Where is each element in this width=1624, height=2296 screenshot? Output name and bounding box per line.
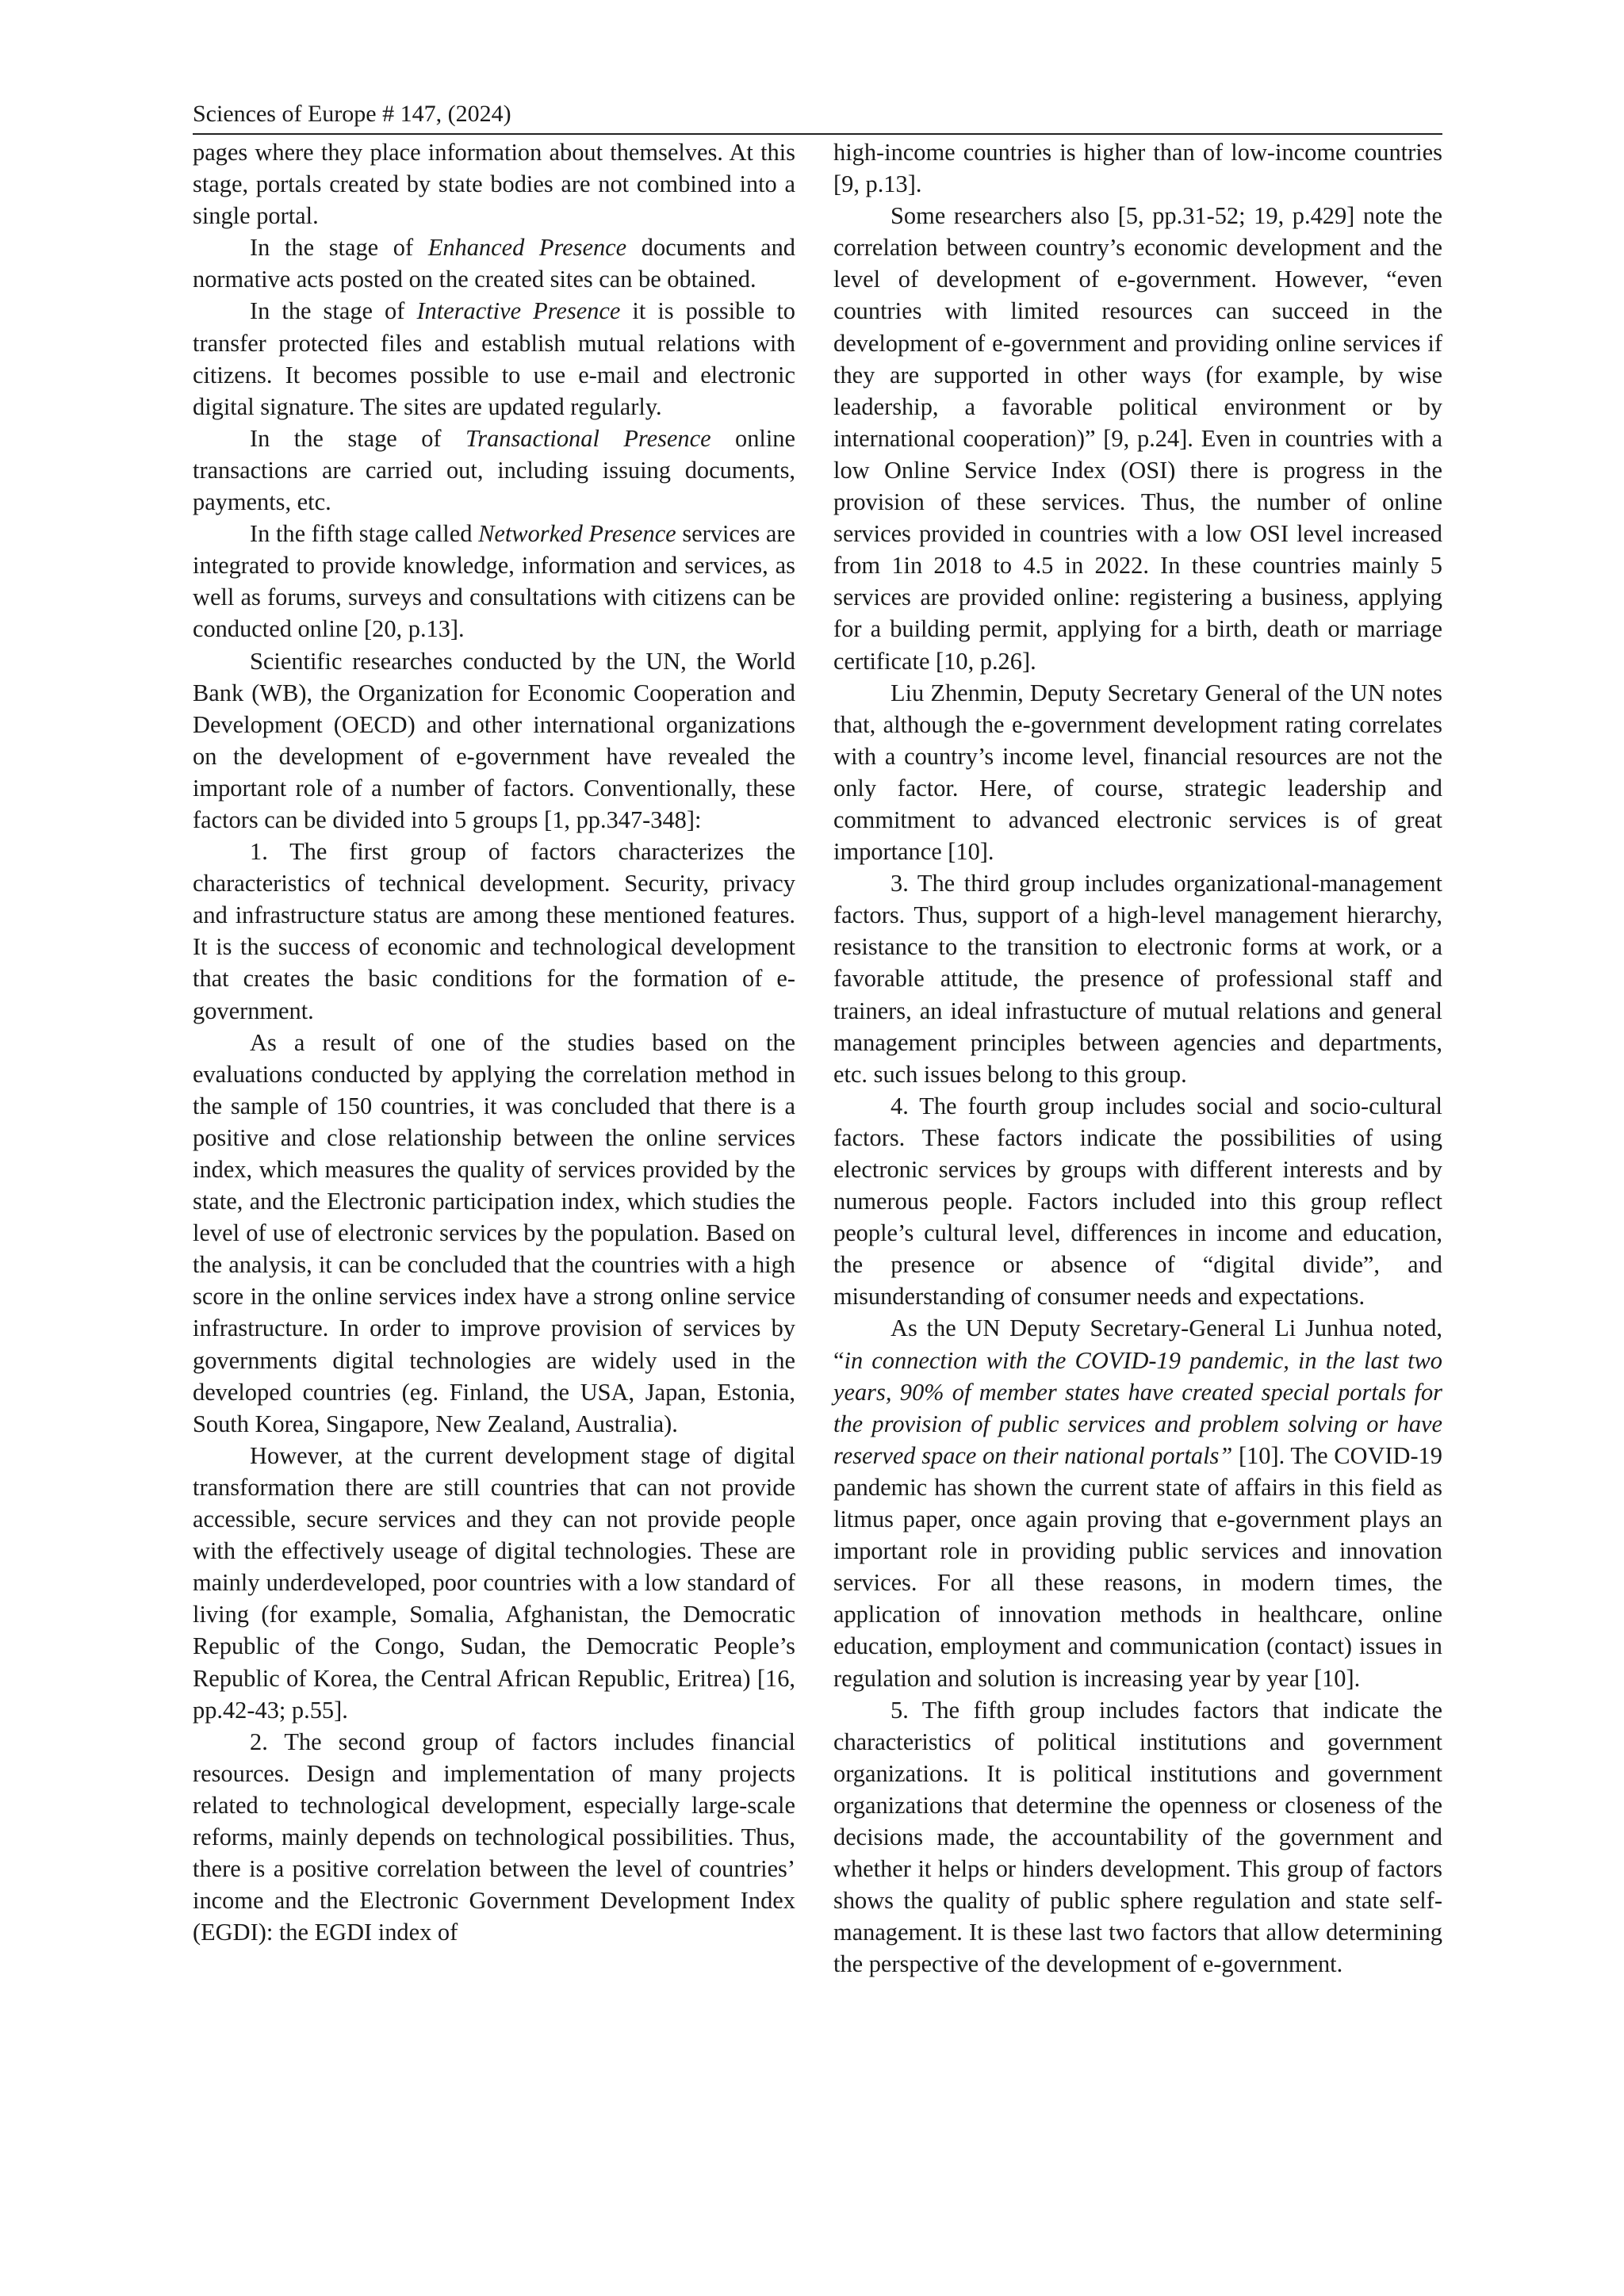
paragraph: As a result of one of the studies based on the evaluations conducted by applying the correlation method in the sample of 150 countries, it was concluded that there is a positive and close relationship between the online services index, which measures the quality of services provided by the state, and the Electronic participation index, which studies the level of use of electronic services by the population. Based on the analysis, it can be concluded that the countries with a high score in the online services index have a strong online service infrastructure. In order to improve provision of services by governments digital technologies are widely used in the developed countries (eg. Finland, the USA, Japan, Estonia, South Korea, Singapore, New Zealand, Australia). [193,1028,795,1437]
paragraph: However, at the current development stage of digital transformation there are still countries that can not provide accessible, secure services and they can not provide people with the effectively useage of digital technologies. These are mainly underdeveloped, poor countries with a low standard of living (for example, Somalia, Afghanistan, the Democratic Republic of the Congo, Sudan, the Democratic People’s Republic of Korea, the Central African Republic, Eritrea) [16, pp.42-43; p.55]. [193,1441,795,1724]
paragraph: 1. The first group of factors characterizes the characteristics of technical development. Security, privacy and infrastructure status are among these mentioned features. It is the success of economic and technological development that creates the basic conditions for the formation of e-government. [193,838,795,1024]
paragraph: 4. The fourth group includes social and socio-cultural factors. These factors indicate the possibilities of using electronic services by groups with different interests and by numerous people. Factors included into this group reflect people’s cultural level, differences in income and education, the presence or absence of “digital divide”, and misunderstanding of consumer needs and expectations. [833,1092,1442,1311]
paragraph: In the stage of Enhanced Presence documents and normative acts posted on the created sites can be obtained. [193,234,795,293]
journal-title: Sciences of Europe # 147, (2024) [193,101,511,127]
paragraph: 3. The third group includes organizational-management factors. Thus, support of a high-level management hierarchy, resistance to the transition to electronic forms at work, or a favorable attitude, the presence of professional staff and trainers, an ideal infrastucture of mutual relations and general management principles between agencies and departments, etc. such issues belong to this group. [833,870,1442,1088]
paragraph: Some researchers also [5, pp.31-52; 19, p.429] note the correlation between country’s economic development and the level of development of e-government. However, “even countries with limited resources can succeed in the development of e-government and providing online services if they are supported in other ways (for example, by wise leadership, a favorable political environment or by international cooperation)” [9, p.24]. Even in countries with a low Online Service Index (OSI) there is progress in the provision of these services. Thus, the number of online services provided in countries with a low OSI level increased from 1in 2018 to 4.5 in 2022. In these countries mainly 5 services are provided online: registering a business, applying for a building permit, applying for a birth, death or marriage certificate [10, p.26]. [833,202,1442,675]
paragraph: 2. The second group of factors includes financial resources. Design and implementation of many projects related to technological development, especially large-scale reforms, mainly depends on technological possibilities. Thus, there is a positive correlation between the level of countries’ income and the Electronic Government Development Index (EGDI): the EGDI index of [193,1728,795,1946]
right-column [833,136,1442,1980]
left-column [193,136,795,1948]
paragraph: high-income countries is higher than of low-income countries [9, p.13]. [833,139,1442,198]
paragraph: 5. The fifth group includes factors that indicate the characteristics of political institutions and government organizations. It is political institutions and government organizations that determine the openness or closeness of the decisions made, the accountability of the government and whether it helps or hinders development. This group of factors shows the quality of public sphere regulation and state self-management. It is these last two factors that allow determining the perspective of the development of e-government. [833,1696,1442,1978]
paragraph: In the fifth stage called Networked Presence services are integrated to provide knowledge, information and services, as well as forums, surveys and consultations with citizens can be conducted online [20, p.13]. [193,520,795,643]
paragraph: Liu Zhenmin, Deputy Secretary General of the UN notes that, although the e-government development rating correlates with a country’s income level, financial resources are not the only factor. Here, of course, strategic leadership and commitment to advanced electronic services is of great importance [10]. [833,679,1442,866]
paragraph: As the UN Deputy Secretary-General Li Junhua noted, “in connection with the COVID-19 pandemic, in the last two years, 90% of member states have created special portals for the provision of public services and problem solving or have reserved space on their national portals” [10]. The COVID-19 pandemic has shown the current state of affairs in this field as litmus paper, once again proving that e-government plays an important role in providing public services and innovation services. For all these reasons, in modern times, the application of innovation methods in healthcare, online education, employment and communication (contact) issues in regulation and solution is increasing year by year [10]. [833,1314,1442,1692]
paragraph: In the stage of Interactive Presence it is possible to transfer protected files and establish mutual relations with citizens. It becomes possible to use e-mail and electronic digital signature. The sites are updated regularly. [193,297,795,420]
paragraph: pages where they place information about themselves. At this stage, portals created by state bodies are not combined into a single portal. [193,139,795,230]
paragraph: In the stage of Transactional Presence online transactions are carried out, including issuing documents, payments, etc. [193,424,795,516]
paragraph: Scientific researches conducted by the UN, the World Bank (WB), the Organization for Economic Cooperation and Development (OECD) and other international organizations on the development of e-government have revealed the important role of a number of factors. Conventionally, these factors can be divided into 5 groups [1, pp.347-348]: [193,647,795,833]
running-header [193,98,1442,135]
